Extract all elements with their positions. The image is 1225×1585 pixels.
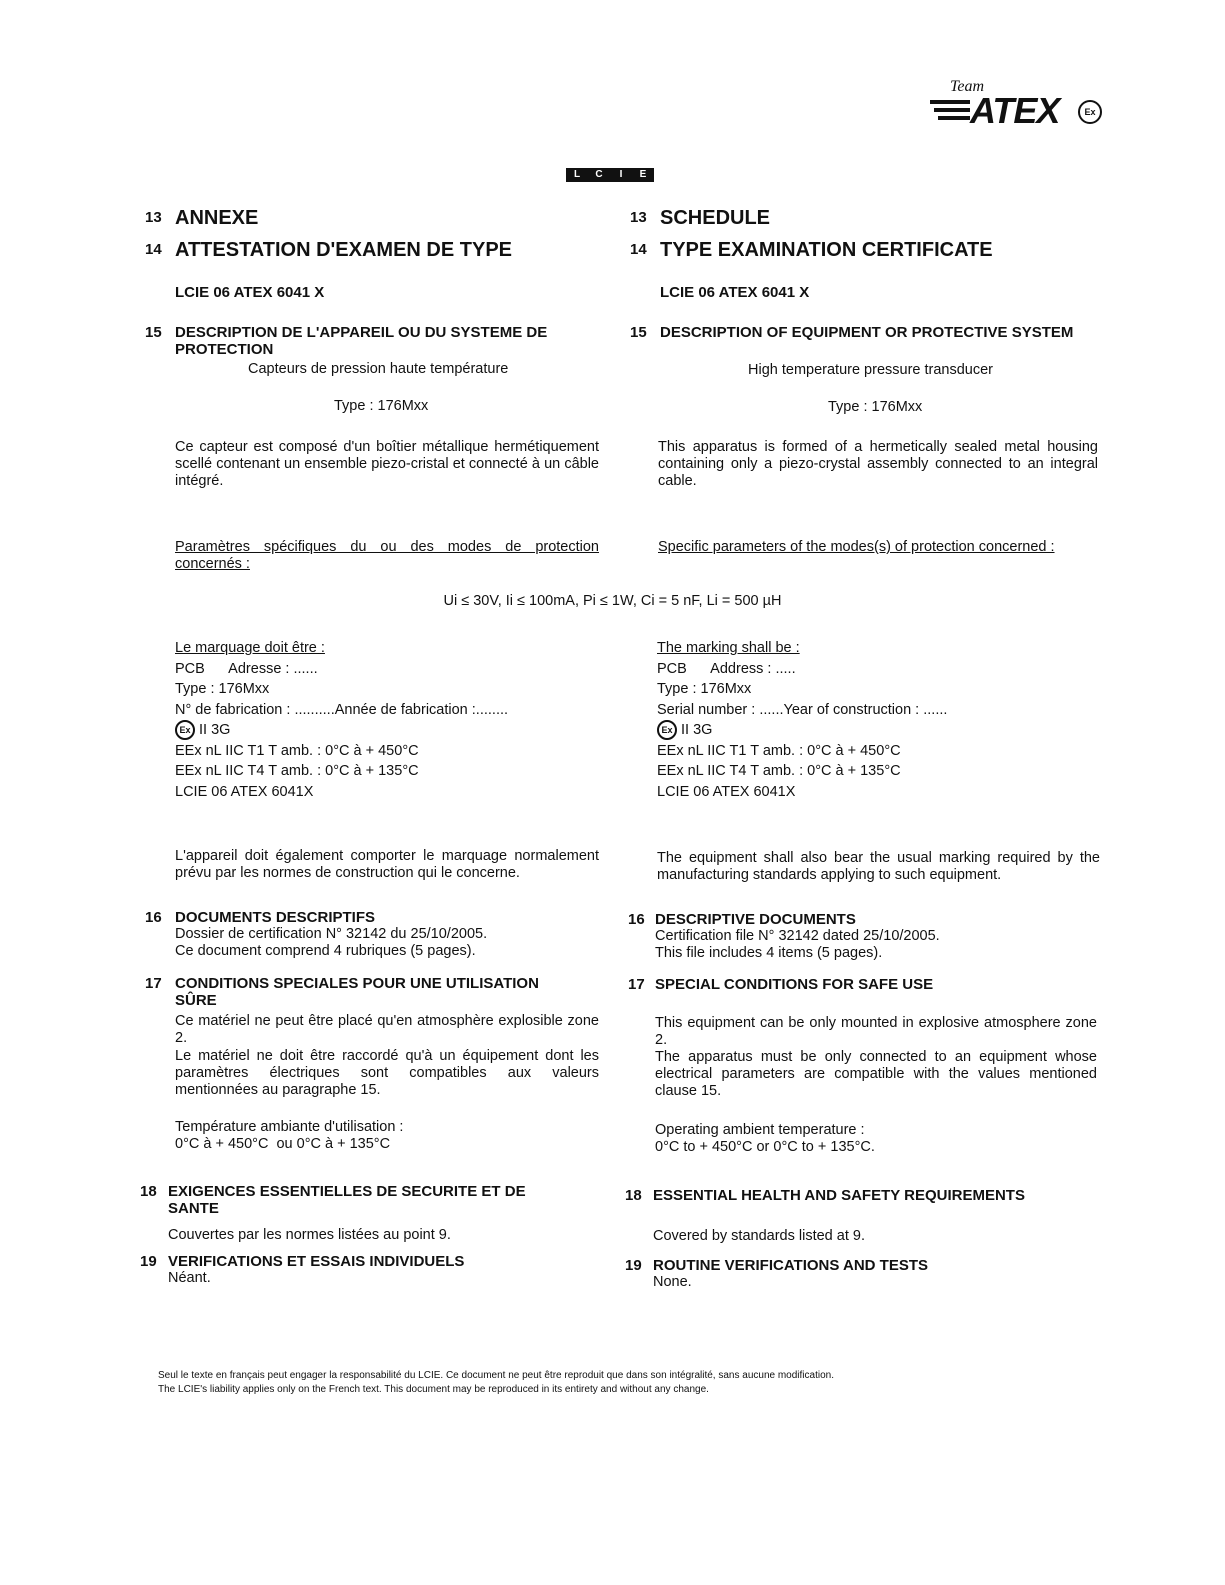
certificate-number: LCIE 06 ATEX 6041 X xyxy=(660,284,810,301)
footer-disclaimer-en: The LCIE's liability applies only on the French text. This document may be reproduced in its entirety and without any change. xyxy=(158,1384,709,1395)
marking-title: The marking shall be : xyxy=(657,640,800,656)
marking-line: Serial number : ......Year of construction : ...... xyxy=(657,701,948,718)
marking-line: N° de fabrication : ..........Année de fabrication :........ xyxy=(175,701,509,718)
conditions-text: Ce matériel ne peut être placé qu'en atmosphère explosible zone 2. xyxy=(175,1013,599,1046)
marking-line-ex: Ex II 3G xyxy=(175,720,508,741)
section-title-certificate: TYPE EXAMINATION CERTIFICATE xyxy=(660,239,993,261)
section-text: Néant. xyxy=(168,1270,211,1286)
section-number: 16 xyxy=(628,911,645,928)
section-number: 18 xyxy=(625,1187,642,1204)
logo-stripe xyxy=(930,100,970,104)
section-number: 19 xyxy=(140,1253,157,1270)
section-16-en xyxy=(655,911,940,962)
section-19-fr xyxy=(168,1253,464,1287)
section-number: 19 xyxy=(625,1257,642,1274)
marking-block-fr xyxy=(175,638,508,802)
lcie-logo xyxy=(566,168,654,182)
section-title-description: DESCRIPTION OF EQUIPMENT OR PROTECTIVE SYSTEM xyxy=(660,324,1074,341)
section-title: ROUTINE VERIFICATIONS AND TESTS xyxy=(653,1257,929,1274)
section-number: 13 xyxy=(630,209,647,226)
ambient-temperature-en: Operating ambient temperature : 0°C to + 450°C or 0°C to + 135°C. xyxy=(655,1122,875,1155)
marking-line: EEx nL IIC T1 T amb. : 0°C à + 450°C xyxy=(175,742,419,759)
section-text: None. xyxy=(653,1274,692,1290)
logo-stripe xyxy=(934,108,970,112)
section-number: 15 xyxy=(145,324,162,341)
lcie-letter: C xyxy=(588,168,610,182)
params-title: Paramètres spécifiques du ou des modes de protection concernés : xyxy=(175,539,599,572)
ambient-temperature-fr: Température ambiante d'utilisation : 0°C à + 450°C ou 0°C à + 135°C xyxy=(175,1119,404,1152)
lcie-letter: E xyxy=(632,168,654,182)
usual-marking-text: The equipment shall also bear the usual marking required by the manufacturing standards applying to such equipment. xyxy=(657,850,1100,883)
device-description: Ce capteur est composé d'un boîtier métallique hermétiquement scellé contenant un ensemble piezo-cristal et connecté à un câble intégré. xyxy=(175,439,599,489)
ex-icon: Ex xyxy=(657,720,677,740)
footer-disclaimer-fr: Seul le texte en français peut engager la responsabilité du LCIE. Ce document ne peut être reproduit que dans son intégralité, sans aucune modification. xyxy=(158,1370,834,1381)
atex-logo-script: Team xyxy=(950,78,985,95)
marking-line: Type : 176Mxx xyxy=(657,681,752,697)
device-description: This apparatus is formed of a hermetically sealed metal housing containing only a piezo-crystal assembly connected to an integral cable. xyxy=(658,439,1098,489)
lcie-letter: L xyxy=(566,168,588,182)
section-title-exigences: EXIGENCES ESSENTIELLES DE SECURITE ET DE SANTE xyxy=(168,1183,526,1217)
marking-line: EEx nL IIC T4 T amb. : 0°C à + 135°C xyxy=(175,763,419,779)
device-type: Type : 176Mxx xyxy=(334,398,429,414)
protection-parameters: Ui ≤ 30V, Ii ≤ 100mA, Pi ≤ 1W, Ci = 5 nF, Li = 500 µH xyxy=(443,593,782,609)
section-text: Certification file N° 32142 dated 25/10/2005. xyxy=(655,928,940,944)
section-number: 16 xyxy=(145,909,162,926)
marking-line: Type : 176Mxx xyxy=(175,681,270,697)
marking-line: LCIE 06 ATEX 6041X xyxy=(175,783,314,800)
marking-line: PCB Address : ..... xyxy=(657,660,796,677)
section-number: 18 xyxy=(140,1183,157,1200)
section-title-essential: ESSENTIAL HEALTH AND SAFETY REQUIREMENTS xyxy=(653,1187,1025,1204)
section-number: 17 xyxy=(628,976,645,993)
marking-line: EEx nL IIC T4 T amb. : 0°C à + 135°C xyxy=(657,763,901,779)
lcie-letter: I xyxy=(610,168,632,182)
section-title-description: DESCRIPTION DE L'APPAREIL OU DU SYSTEME DE PROTECTION xyxy=(175,324,548,358)
section-title-schedule: SCHEDULE xyxy=(660,207,771,229)
section-16-fr xyxy=(175,909,487,960)
section-number: 15 xyxy=(630,324,647,341)
conditions-text: This equipment can be only mounted in explosive atmosphere zone 2. xyxy=(655,1015,1097,1048)
section-title-conditions: CONDITIONS SPECIALES POUR UNE UTILISATION SÛRE xyxy=(175,975,539,1009)
certificate-number: LCIE 06 ATEX 6041 X xyxy=(175,284,325,301)
ex-hexagon-icon: Ex xyxy=(1078,100,1102,124)
ex-icon: Ex xyxy=(175,720,195,740)
section-title-attestation: ATTESTATION D'EXAMEN DE TYPE xyxy=(175,239,512,261)
section-title-conditions: SPECIAL CONDITIONS FOR SAFE USE xyxy=(655,976,934,993)
logo-stripe xyxy=(938,116,970,120)
device-name: High temperature pressure transducer xyxy=(748,362,994,378)
section-text: Ce document comprend 4 rubriques (5 pages). xyxy=(175,943,476,959)
conditions-text: The apparatus must be only connected to an equipment whose electrical parameters are compatible with the values mentioned clause 15. xyxy=(655,1049,1097,1099)
section-title-annexe: ANNEXE xyxy=(175,207,259,229)
section-text: Dossier de certification N° 32142 du 25/10/2005. xyxy=(175,926,488,942)
device-type: Type : 176Mxx xyxy=(828,399,923,415)
params-title: Specific parameters of the modes(s) of protection concerned : xyxy=(658,539,1055,555)
marking-title: Le marquage doit être : xyxy=(175,640,325,656)
section-number: 13 xyxy=(145,209,162,226)
usual-marking-text: L'appareil doit également comporter le marquage normalement prévu par les normes de construction qui le concerne. xyxy=(175,848,599,881)
conditions-text: Le matériel ne doit être raccordé qu'à un équipement dont les paramètres électriques sont compatibles aux valeurs mentionnées au paragraphe 15. xyxy=(175,1048,599,1098)
section-text: Covered by standards listed at 9. xyxy=(653,1228,865,1244)
marking-line-ex: Ex II 3G xyxy=(657,720,947,741)
section-title: VERIFICATIONS ET ESSAIS INDIVIDUELS xyxy=(168,1253,465,1270)
section-title: DOCUMENTS DESCRIPTIFS xyxy=(175,909,376,926)
section-19-en xyxy=(653,1257,928,1291)
section-number: 14 xyxy=(630,241,647,258)
marking-line: EEx nL IIC T1 T amb. : 0°C à + 450°C xyxy=(657,742,901,759)
marking-line: PCB Adresse : ...... xyxy=(175,660,318,677)
section-title: DESCRIPTIVE DOCUMENTS xyxy=(655,911,856,928)
section-text: This file includes 4 items (5 pages). xyxy=(655,945,883,961)
atex-logo xyxy=(930,78,1105,136)
section-number: 14 xyxy=(145,241,162,258)
marking-line: LCIE 06 ATEX 6041X xyxy=(657,783,796,800)
marking-block-en xyxy=(657,638,947,802)
section-number: 17 xyxy=(145,975,162,992)
section-text: Couvertes par les normes listées au point 9. xyxy=(168,1227,451,1243)
atex-logo-text: ATEX xyxy=(970,90,1060,131)
device-name: Capteurs de pression haute température xyxy=(248,361,509,377)
